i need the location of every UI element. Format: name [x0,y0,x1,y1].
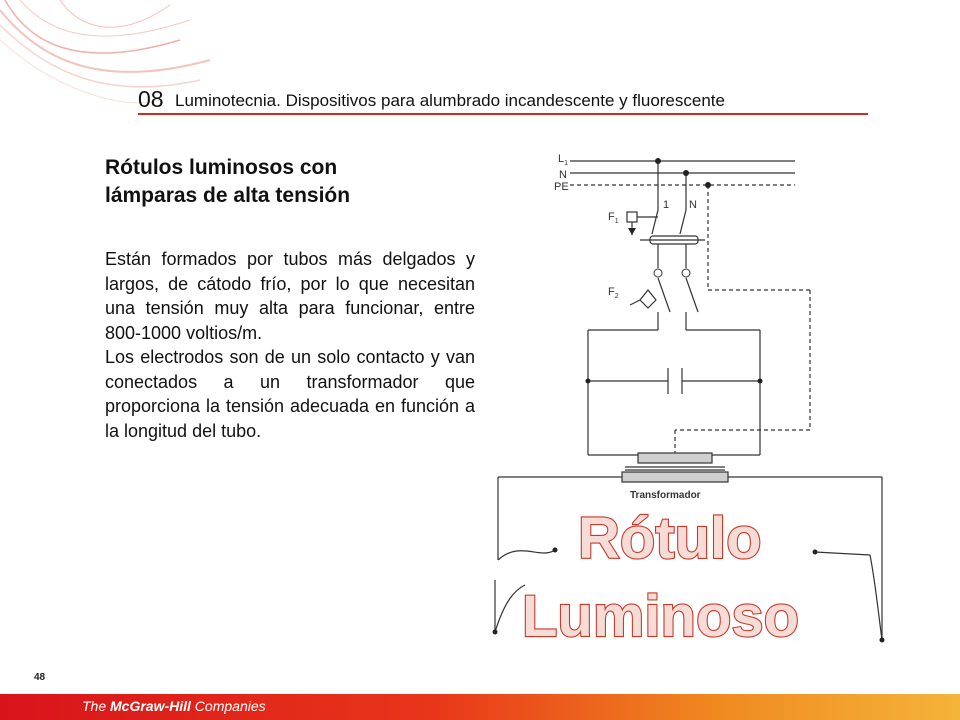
label-l1: $L_1$ [558,153,569,167]
label-terminal-1: 1 [663,199,670,211]
paragraph-2: Los electrodos son de un solo contacto y van conectados a un transformador que proporciona la tensión adecuada en función a la longitud del tubo. [105,347,475,441]
transformer-label: Transformador [630,490,701,501]
label-terminal-n: N [689,199,697,211]
publisher-logo: The McGraw-Hill Companies [82,698,266,714]
header-divider [138,113,868,115]
sign-text-line-2: Luminoso [522,584,800,649]
label-pe: PE [554,181,569,193]
footer-bar [0,694,960,720]
label-n: N [559,169,567,181]
paragraph-1: Están formados por tubos más delgados y largos, de cátodo frío, por lo que necesitan una tensión muy alta para funcionar, entre 800-1000 voltios/m. [105,249,475,343]
chapter-title: Luminotecnia. Dispositivos para alumbrado incandescente y fluorescente [175,91,725,110]
label-f2: $F_2$ [608,286,619,300]
sign-text-line-1: Rótulo [578,506,762,571]
chapter-number: 08 [138,86,164,112]
slide-heading: Rótulos luminosos con lámparas de alta tensión [105,156,351,207]
body-text [105,247,475,443]
label-f1: $F_1$ [608,211,619,225]
page-number: 48 [34,672,46,683]
circuit-diagram [490,140,910,650]
slide-header [138,86,868,116]
